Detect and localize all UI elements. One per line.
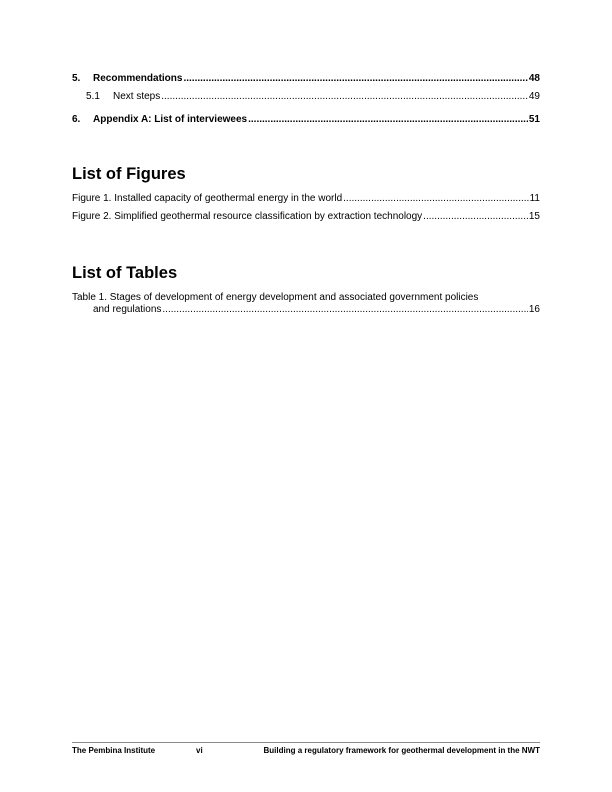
toc-entry-page: 51 xyxy=(528,114,540,125)
footer-document-title: Building a regulatory framework for geothermal development in the NWT xyxy=(263,746,540,755)
toc-entry-number: 6. xyxy=(72,114,81,125)
footer-organization: The Pembina Institute xyxy=(72,746,156,755)
toc-entry-recommendations[interactable] xyxy=(72,73,540,85)
toc-entry-page: 49 xyxy=(528,91,540,102)
footer-page-number: vi xyxy=(196,746,203,755)
toc-entry-next-steps[interactable] xyxy=(86,91,540,103)
list-of-tables-heading: List of Tables xyxy=(72,264,178,282)
table-entry-title-line2: and regulations xyxy=(93,304,162,315)
toc-entry-title: Appendix A: List of interviewees xyxy=(93,114,248,125)
toc-dot-leader xyxy=(423,211,528,223)
toc-dot-leader xyxy=(248,114,528,126)
toc-entry-title: Recommendations xyxy=(93,73,183,84)
table-entry-title-line1: Table 1. Stages of development of energy development and associated government policies xyxy=(72,292,479,303)
figure-entry-page: 11 xyxy=(529,193,540,204)
figure-entry-2[interactable] xyxy=(72,211,540,223)
toc-dot-leader xyxy=(183,73,527,85)
toc-dot-leader xyxy=(343,193,528,205)
table-entry-1[interactable] xyxy=(72,292,540,316)
toc-entry-page: 48 xyxy=(528,73,540,84)
toc-dot-leader xyxy=(161,91,528,103)
figure-entry-page: 15 xyxy=(528,211,540,222)
toc-entry-appendix-a[interactable] xyxy=(72,114,540,126)
toc-dot-leader xyxy=(162,304,527,316)
figure-entry-title: Figure 2. Simplified geothermal resource classification by extraction technology xyxy=(72,211,423,222)
toc-entry-title: Next steps xyxy=(113,91,161,102)
toc-entry-number: 5.1 xyxy=(86,91,100,102)
figure-entry-title: Figure 1. Installed capacity of geothermal energy in the world xyxy=(72,193,343,204)
table-entry-line2 xyxy=(72,304,540,316)
footer-divider xyxy=(72,742,540,743)
list-of-figures-heading: List of Figures xyxy=(72,165,186,183)
table-entry-page: 16 xyxy=(528,304,540,315)
toc-entry-number: 5. xyxy=(72,73,81,84)
figure-entry-1[interactable] xyxy=(72,193,540,205)
